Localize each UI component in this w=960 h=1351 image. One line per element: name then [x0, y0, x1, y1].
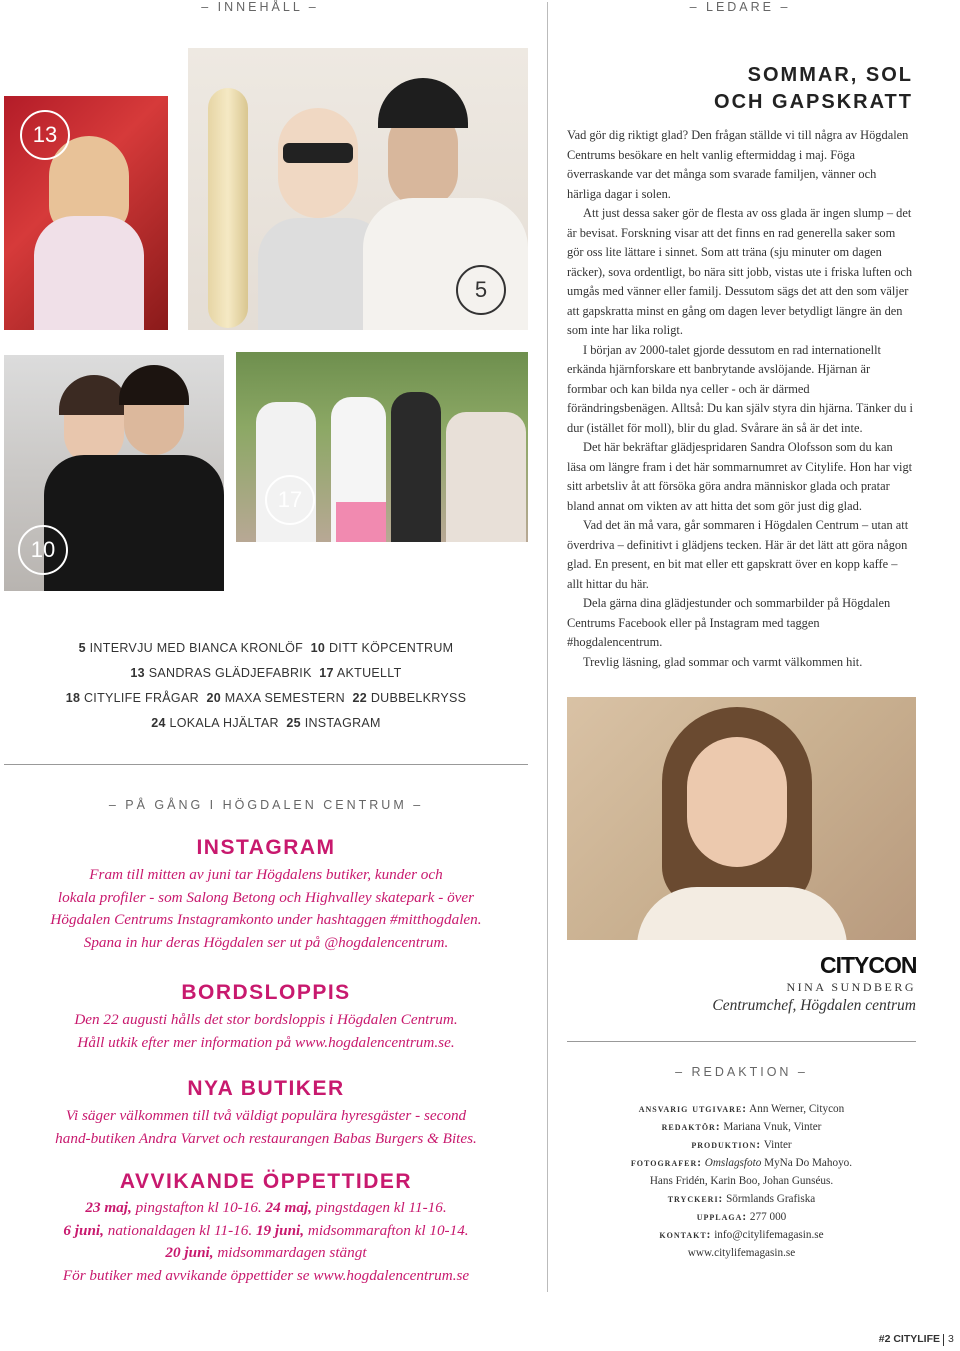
- credits: ansvarig utgivare: Ann Werner, Citycon redaktör: Mariana Vnuk, Vinter produktion: Vinter fotografer: Omslagsfoto MyNa Do Mahoyo. Hans Fridén, Karin Boo, Johan Gunséus. tryckeri: Sörmlands Grafiska upplaga: 277 000 kontakt: info@citylifemagasin.se www.citylifemagasin.se: [567, 1100, 916, 1262]
- page-number-badge: 17: [265, 475, 315, 525]
- toc-row: [4, 686, 528, 711]
- photo-staff: [4, 355, 224, 591]
- divider: [4, 764, 528, 765]
- bordsloppis-heading: BORDSLOPPIS: [181, 981, 351, 1004]
- footer-divider: [943, 1334, 944, 1346]
- photo-sandra: [4, 96, 168, 330]
- table-of-contents: [4, 636, 528, 736]
- signature-role: Centrumchef, Högdalen centrum: [712, 997, 916, 1014]
- toc-entry[interactable]: DUBBELKRYSS: [370, 691, 467, 705]
- toc-entry[interactable]: LOKALA HJÄLTAR: [169, 716, 279, 730]
- page-number: 3: [948, 1333, 954, 1345]
- toc-page[interactable]: 25: [286, 716, 301, 730]
- instagram-heading: INSTAGRAM: [196, 836, 336, 859]
- toc-page[interactable]: 18: [65, 691, 81, 705]
- toc-page[interactable]: 22: [352, 691, 368, 705]
- toc-page[interactable]: 17: [319, 666, 334, 680]
- toc-entry[interactable]: AKTUELLT: [336, 666, 402, 680]
- bordsloppis-text: Den 22 augusti hålls det stor bordsloppis i Högdalen Centrum. Håll utkik efter mer information på www.hogdalencentrum.se.: [74, 1011, 458, 1051]
- toc-entry[interactable]: SANDRAS GLÄDJEFABRIK: [148, 666, 312, 680]
- photo-bianca: [188, 48, 528, 330]
- toc-page[interactable]: 24: [151, 716, 166, 730]
- toc-page[interactable]: 20: [206, 691, 221, 705]
- oppettider-heading: AVVIKANDE ÖPPETTIDER: [119, 1170, 413, 1193]
- leader-title: SOMMAR, SOL OCH GAPSKRATT: [714, 64, 913, 113]
- leader-section-label: – LEDARE –: [689, 0, 791, 14]
- page-number-badge: 10: [18, 525, 68, 575]
- paragraph: Trevlig läsning, glad sommar och varmt välkommen hit.: [583, 654, 863, 669]
- signature-name: NINA SUNDBERG: [786, 980, 916, 994]
- toc-section-label: – INNEHÅLL –: [201, 0, 319, 14]
- toc-entry[interactable]: INSTAGRAM: [304, 716, 381, 730]
- column-divider: [547, 2, 548, 1292]
- toc-entry[interactable]: INTERVJU MED BIANCA KRONLÖF: [89, 641, 304, 655]
- nya-butiker-heading: NYA BUTIKER: [187, 1077, 345, 1100]
- paragraph: Dela gärna dina glädjestunder och sommarbilder på Högdalen Centrums Facebook eller på Instagram med taggen #hogdalencentrum.: [567, 596, 891, 649]
- photo-runners: [236, 352, 528, 542]
- photo-nina: [567, 697, 916, 940]
- toc-entry[interactable]: CITYLIFE FRÅGAR: [83, 691, 199, 705]
- instagram-text: Fram till mitten av juni tar Högdalens butiker, kunder och lokala profiler - som Salong Betong och Highvalley skatepark - över Högdalen Centrums Instagramkonto under hashtaggen #mitthogdalen. Spana in hur deras Högdalen ser ut på @hogdalencentrum.: [50, 866, 482, 951]
- paragraph: Vad gör dig riktigt glad? Den frågan ställde vi till några av Högdalen Centrums besökare en helt vanlig eftermiddag i maj. Föga överraskande var det många som svarade familjen, vänner och härliga dagar i solen.: [567, 128, 909, 201]
- toc-entry[interactable]: MAXA SEMESTERN: [224, 691, 345, 705]
- citycon-logo: CITYCON: [820, 952, 917, 978]
- redaktion-section-label: – REDAKTION –: [675, 1065, 808, 1079]
- toc-page[interactable]: 13: [130, 666, 145, 680]
- nya-butiker-text: Vi säger välkommen till två väldigt populära hyresgäster - second hand-butiken Andra Varvet och restaurangen Babas Burgers & Bites.: [55, 1107, 477, 1147]
- divider: [567, 1041, 916, 1042]
- toc-page[interactable]: 10: [310, 641, 326, 655]
- issue-label: #2 CITYLIFE: [878, 1333, 940, 1345]
- paragraph: Vad det än må vara, går sommaren i Högdalen Centrum – utan att överdriva – definitivt i glädjens tecken. Här är det lätt att göra någon glad. En present, en bit mat eller ett gapskratt över en kopp kaffe – allt hittar du här.: [567, 518, 909, 591]
- page-number-badge: 13: [20, 110, 70, 160]
- page-number-badge: 5: [456, 265, 506, 315]
- paragraph: Att just dessa saker gör de flesta av oss glada är ingen slump – det är bevisat. Forskning visar att det finns en rad generella saker som gör oss lite lättare i sinnet. Som att träna (sju minuter om dagen räcker), sova ordentligt, bo nära sitt jobb, vistas ute i friska luften och umgås med vänner eller familj. Dessutom sägs det att den som väljer att gapskratta minst en gång om dagen lever betydligt längre än den som inte har lika roligt.: [567, 206, 913, 337]
- website-link[interactable]: www.citylifemagasin.se: [687, 1247, 796, 1259]
- oppettider-text: 23 maj, pingstafton kl 10-16. 24 maj, pingstdagen kl 11-16. 6 juni, nationaldagen kl 11-16. 19 juni, midsommarafton kl 10-14. 20 juni, midsommardagen stängt För butiker med avvikande öppettider se www.hogdalencentrum.se: [62, 1199, 470, 1284]
- toc-row: [4, 636, 528, 661]
- paragraph: I början av 2000-talet gjorde dessutom en rad internationellt erkända hjärnforskare ett banbrytande avslöjande. Hjärnan är formbar och kan bilda nya celler - och är därmed förändringsbenägen. Alltså: Du kan själv styra din hjärna. Tänker du i dur (istället för moll), blir du glad. Svårare än så är det inte.: [567, 342, 913, 435]
- toc-row: [4, 661, 528, 686]
- toc-row: [4, 711, 528, 736]
- toc-page[interactable]: 5: [78, 641, 86, 655]
- paragraph: Det här bekräftar glädjespridaren Sandra Olofsson som du kan läsa om längre fram i det här sommarnumret av Citylife. Hon har vigt sitt arbetsliv åt att försöka göra andra människor glada och pratar bland annat om vikten av att hitta det som gör just dig glad.: [567, 440, 913, 513]
- news-section-label: – PÅ GÅNG I HÖGDALEN CENTRUM –: [108, 798, 424, 812]
- leader-body: [567, 126, 913, 672]
- toc-entry[interactable]: DITT KÖPCENTRUM: [328, 641, 454, 655]
